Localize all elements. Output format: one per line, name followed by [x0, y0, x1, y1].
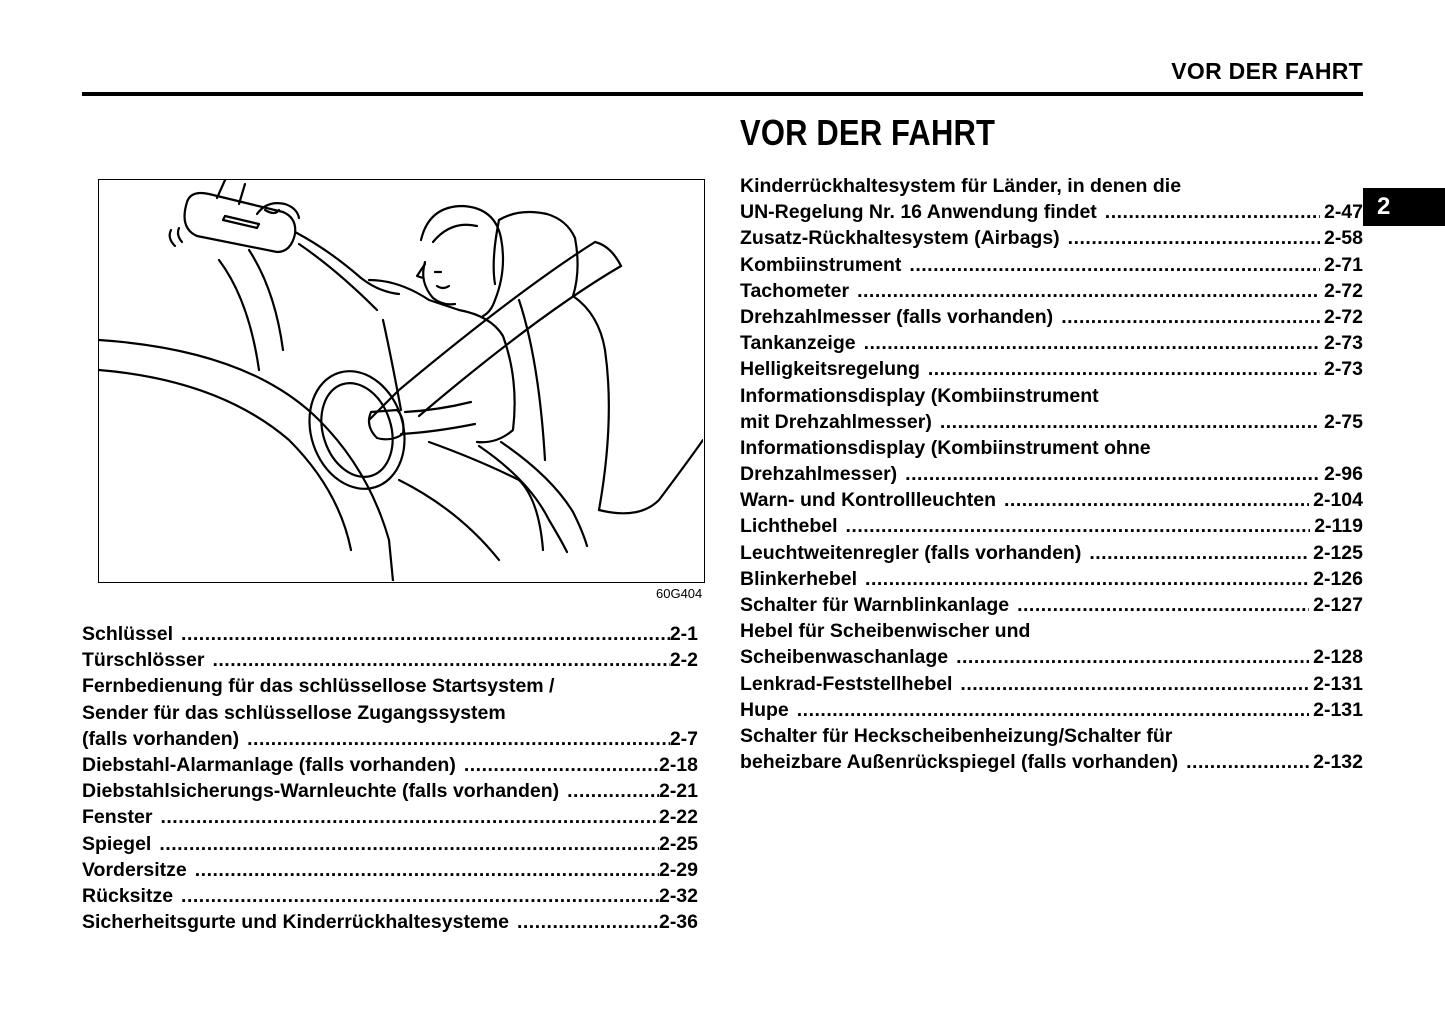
toc-entry-text: UN-Regelung Nr. 16 Anwendung findet — [740, 201, 1097, 224]
toc-entry-text: Türschlösser — [82, 649, 205, 672]
chapter-number: 2 — [1377, 193, 1391, 220]
toc-page-number: 2-18 — [658, 753, 698, 776]
toc-page-number: 2-22 — [658, 806, 698, 829]
toc-entry — [740, 723, 1363, 749]
toc-leader-dots — [160, 804, 659, 830]
toc-entry-text: Tachometer — [740, 279, 850, 302]
toc-entry-text: Schalter für Warnblinkanlage — [740, 594, 1010, 616]
header-rule — [82, 92, 1363, 96]
toc-entry-text: Informationsdisplay (Kombiinstrument — [740, 384, 1099, 407]
toc-entry-text: Fernbedienung für das schlüssellose Startsystem / — [82, 675, 555, 698]
toc-entry-text: Helligkeitsregelung — [740, 358, 920, 381]
toc-leader-dots — [905, 461, 1320, 487]
toc-entry — [82, 804, 698, 830]
toc-entry-text: Leuchtweitenregler (falls vorhanden) — [740, 541, 1082, 564]
running-header-title: VOR DER FAHRT — [1171, 58, 1363, 84]
toc-entry-text: Lichthebel — [740, 515, 838, 538]
toc-entry — [740, 644, 1363, 670]
toc-page-number: 2-75 — [1323, 410, 1363, 433]
toc-leader-dots — [1186, 749, 1309, 775]
toc-entry — [82, 621, 698, 647]
toc-entry — [740, 383, 1363, 409]
toc-leader-dots — [1061, 304, 1320, 330]
toc-page-number: 2-128 — [1313, 646, 1363, 669]
toc-entry — [82, 883, 698, 909]
driver-person-icon — [295, 206, 543, 560]
toc-leader-dots — [956, 644, 1309, 670]
toc-entry-text: Schlüssel — [82, 623, 174, 645]
toc-entry — [740, 671, 1363, 697]
toc-entry — [82, 647, 698, 673]
toc-page-number: 2-25 — [658, 832, 698, 855]
toc-leader-dots — [1105, 199, 1320, 225]
toc-entry-text: Schalter für Heckscheibenheizung/Schalter für — [740, 724, 1173, 747]
toc-leader-dots — [1089, 540, 1309, 566]
toc-entry-text: Hebel für Scheibenwischer und — [740, 620, 1031, 643]
toc-entry — [740, 278, 1363, 304]
figure-code: 60G404 — [656, 586, 703, 601]
toc-leader-dots — [159, 831, 659, 857]
toc-leader-dots — [846, 513, 1311, 539]
toc-entry-text: Diebstahl-Alarmanlage (falls vorhanden) — [82, 753, 456, 776]
toc-page-number: 2-72 — [1323, 305, 1363, 328]
toc-leader-dots — [1068, 225, 1320, 251]
toc-entry-text: Sender für das schlüssellose Zugangssystem — [82, 701, 506, 724]
toc-entry-text: Tankanzeige — [740, 332, 856, 355]
toc-entry — [82, 673, 698, 699]
toc-entry — [740, 697, 1363, 723]
toc-leader-dots — [857, 278, 1320, 304]
toc-entry — [740, 330, 1363, 356]
toc-entry-text: Warn- und Kontrollleuchten — [740, 489, 997, 512]
toc-page-number: 2-36 — [658, 911, 698, 934]
rearview-mirror-icon — [170, 180, 296, 252]
toc-entry-text: Diebstahlsicherungs-Warnleuchte (falls vorhanden) — [82, 780, 560, 803]
toc-page-number: 2-73 — [1323, 358, 1363, 381]
toc-entry — [740, 566, 1363, 592]
toc-leader-dots — [517, 909, 659, 935]
toc-entry-text: (falls vorhanden) — [82, 727, 240, 750]
toc-entry-text: Hupe — [740, 698, 789, 721]
toc-page-number: 2-32 — [658, 884, 698, 907]
toc-entry-text: mit Drehzahlmesser) — [740, 410, 932, 433]
toc-page-number: 2-2 — [669, 649, 698, 672]
toc-entry — [740, 749, 1363, 775]
toc-entry — [740, 540, 1363, 566]
toc-leader-dots — [464, 752, 659, 778]
toc-page-number: 2-7 — [669, 727, 698, 750]
toc-entry-text: Kombiinstrument — [740, 253, 902, 276]
toc-page-number: 2-47 — [1323, 201, 1363, 224]
toc-leader-dots — [909, 252, 1320, 278]
toc-page-number: 2-21 — [658, 780, 698, 803]
toc-entry — [740, 592, 1363, 618]
toc-page-number: 2-71 — [1323, 253, 1363, 276]
toc-entry-text: Vordersitze — [82, 858, 187, 881]
toc-page-number: 2-96 — [1323, 463, 1363, 486]
section-title: VOR DER FAHRT — [740, 112, 996, 153]
toc-leader-dots — [181, 621, 670, 647]
toc-entry-text: Scheibenwaschanlage — [740, 646, 949, 669]
toc-leader-dots — [928, 356, 1320, 382]
toc-entry-text: Drehzahlmesser (falls vorhanden) — [740, 305, 1054, 328]
toc-entry-text: Lenkrad-Feststellhebel — [740, 672, 953, 695]
toc-leader-dots — [797, 697, 1309, 723]
toc-entry — [740, 461, 1363, 487]
toc-entry — [740, 618, 1363, 644]
toc-page-number: 2-127 — [1313, 594, 1363, 616]
driver-mirror-illustration — [98, 179, 705, 583]
toc-leader-dots — [865, 566, 1309, 592]
toc-page-number: 2-29 — [658, 858, 698, 881]
toc-page-number: 2-125 — [1313, 541, 1363, 564]
toc-entry — [82, 909, 698, 935]
toc-entry — [740, 304, 1363, 330]
toc-entry — [740, 513, 1363, 539]
toc-entry-text: Informationsdisplay (Kombiinstrument ohne — [740, 436, 1151, 459]
toc-entry-text: Zusatz-Rückhaltesystem (Airbags) — [740, 227, 1060, 250]
toc-leader-dots — [1004, 487, 1309, 513]
toc-entry — [82, 700, 698, 726]
toc-entry — [740, 199, 1363, 225]
toc-entry-text: beheizbare Außenrückspiegel (falls vorhanden) — [740, 751, 1179, 774]
toc-page-number: 2-131 — [1313, 698, 1363, 721]
toc-entry-text: Drehzahlmesser) — [740, 463, 898, 486]
toc-page-number: 2-58 — [1323, 227, 1363, 250]
toc-entry-text: Blinkerhebel — [740, 567, 858, 590]
toc-entry — [82, 857, 698, 883]
toc-leader-dots — [181, 883, 659, 909]
toc-right-column — [740, 173, 1363, 775]
toc-page-number: 2-132 — [1313, 751, 1363, 774]
toc-leader-dots — [1017, 592, 1309, 618]
toc-entry — [740, 409, 1363, 435]
toc-leader-dots — [940, 409, 1320, 435]
toc-leader-dots — [195, 857, 659, 883]
toc-leader-dots — [567, 778, 659, 804]
toc-leader-dots — [960, 671, 1309, 697]
toc-entry — [740, 356, 1363, 382]
toc-entry-text: Fenster — [82, 806, 153, 829]
toc-page-number: 2-72 — [1323, 279, 1363, 302]
toc-entry — [740, 435, 1363, 461]
toc-entry — [82, 726, 698, 752]
toc-page-number: 2-73 — [1323, 332, 1363, 355]
toc-entry-text: Sicherheitsgurte und Kinderrückhaltesysteme — [82, 911, 509, 934]
toc-entry-text: Kinderrückhaltesystem für Länder, in denen die — [740, 175, 1182, 197]
toc-page-number: 2-126 — [1313, 567, 1363, 590]
toc-entry-text: Spiegel — [82, 832, 152, 855]
toc-page-number: 2-119 — [1314, 515, 1363, 538]
toc-page-number: 2-104 — [1313, 489, 1363, 512]
toc-left-column — [82, 621, 698, 935]
toc-entry — [82, 831, 698, 857]
toc-entry — [740, 225, 1363, 251]
toc-entry-text: Rücksitze — [82, 884, 174, 907]
toc-entry — [740, 173, 1363, 199]
toc-leader-dots — [212, 647, 669, 673]
toc-entry — [740, 252, 1363, 278]
toc-entry — [82, 778, 698, 804]
toc-leader-dots — [247, 726, 670, 752]
toc-leader-dots — [864, 330, 1320, 356]
toc-entry — [740, 487, 1363, 513]
toc-page-number: 2-1 — [669, 623, 698, 645]
toc-entry — [82, 752, 698, 778]
chapter-tab — [1363, 188, 1445, 226]
toc-page-number: 2-131 — [1313, 672, 1363, 695]
